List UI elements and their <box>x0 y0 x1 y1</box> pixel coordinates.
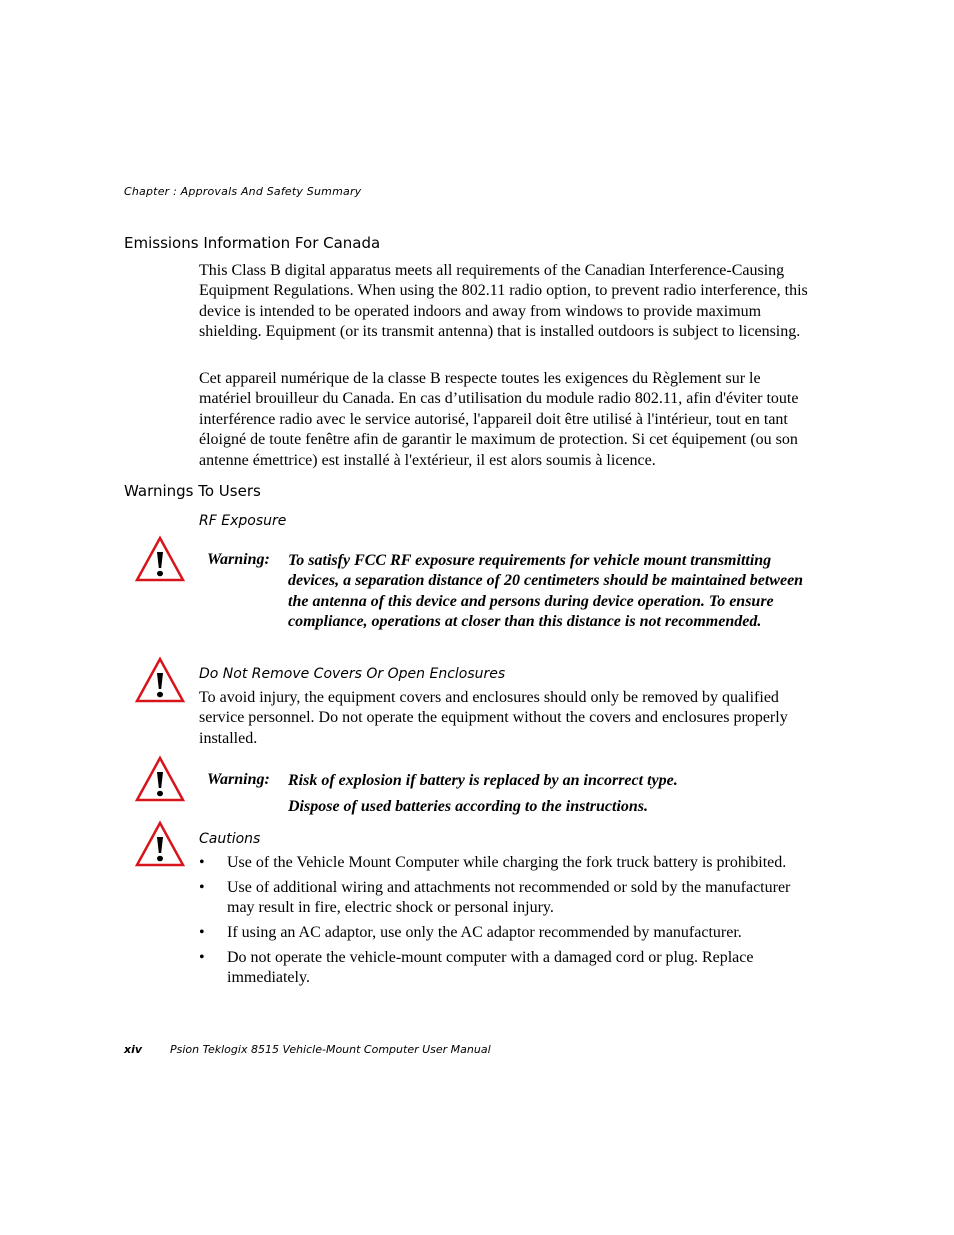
list-item <box>199 923 819 943</box>
warning-text-rf: To satisfy FCC RF exposure requirements for vehicle mount transmitting devices, a separation distance of 20 centimeters should be maintained between the antenna of this device and persons during device operation. To ensure compliance, operations at closer than this distance is not recommended. <box>288 552 804 631</box>
warning-label-battery: Warning: <box>207 771 270 788</box>
footer-title: Psion Teklogix 8515 Vehicle-Mount Computer User Manual <box>170 1043 491 1056</box>
caution-item-text: Use of the Vehicle Mount Computer while charging the fork truck battery is prohibited. <box>227 854 787 871</box>
list-item <box>199 948 819 988</box>
bullet: • <box>199 949 205 966</box>
list-item <box>199 878 819 918</box>
section-heading-warnings: Warnings To Users <box>124 482 261 500</box>
emissions-paragraph-english: This Class B digital apparatus meets all requirements of the Canadian Interference-Causing Equipment Regulations. When using the 802.11 radio option, to prevent radio interference, this device is intended to be operated indoors and away from windows to provide maximum shielding. Equipment (or its transmit antenna) that is installed outdoors is subject to licensing. <box>199 262 808 341</box>
list-item <box>199 853 819 873</box>
warning-text-battery-line2: Dispose of used batteries according to the instructions. <box>288 798 649 815</box>
caution-item-text: Do not operate the vehicle-mount computer with a damaged cord or plug. Replace immediately. <box>227 949 754 986</box>
caution-item-text: If using an AC adaptor, use only the AC adaptor recommended by manufacturer. <box>227 924 742 941</box>
cautions-list <box>199 853 819 993</box>
subheading-cautions: Cautions <box>199 831 261 847</box>
bullet: • <box>199 854 205 871</box>
warning-triangle-icon <box>134 656 186 704</box>
bullet: • <box>199 924 205 941</box>
caution-item-text: Use of additional wiring and attachments not recommended or sold by the manufacturer may result in fire, electric shock or personal injury. <box>227 879 791 916</box>
warning-triangle-icon <box>134 755 186 803</box>
subheading-covers: Do Not Remove Covers Or Open Enclosures <box>199 666 506 682</box>
bullet: • <box>199 879 205 896</box>
subheading-rf-exposure: RF Exposure <box>199 513 287 529</box>
warning-text-battery-line1: Risk of explosion if battery is replaced by an incorrect type. <box>288 772 678 789</box>
running-header: Chapter : Approvals And Safety Summary <box>124 185 362 198</box>
emissions-paragraph-french: Cet appareil numérique de la classe B respecte toutes les exigences du Règlement sur le matériel brouilleur du Canada. En cas d’utilisation du module radio 802.11, afin d'éviter toute interférence radio avec le service autorisé, l'appareil doit être utilisé à l'intérieur, tout en tant éloigné de toute fenêtre afin de garantir le maximum de protection. Si cet équipement (ou son antenne émettrice) est installé à l'extérieur, il est alors soumis à licence. <box>199 370 799 469</box>
page-number: xiv <box>124 1043 143 1056</box>
warning-triangle-icon <box>134 820 186 868</box>
section-heading-emissions: Emissions Information For Canada <box>124 234 381 252</box>
covers-paragraph: To avoid injury, the equipment covers and enclosures should only be removed by qualified service personnel. Do not operate the equipment without the covers and enclosures properly installed. <box>199 689 788 747</box>
warning-triangle-icon <box>134 535 186 583</box>
warning-label-rf: Warning: <box>207 551 270 568</box>
